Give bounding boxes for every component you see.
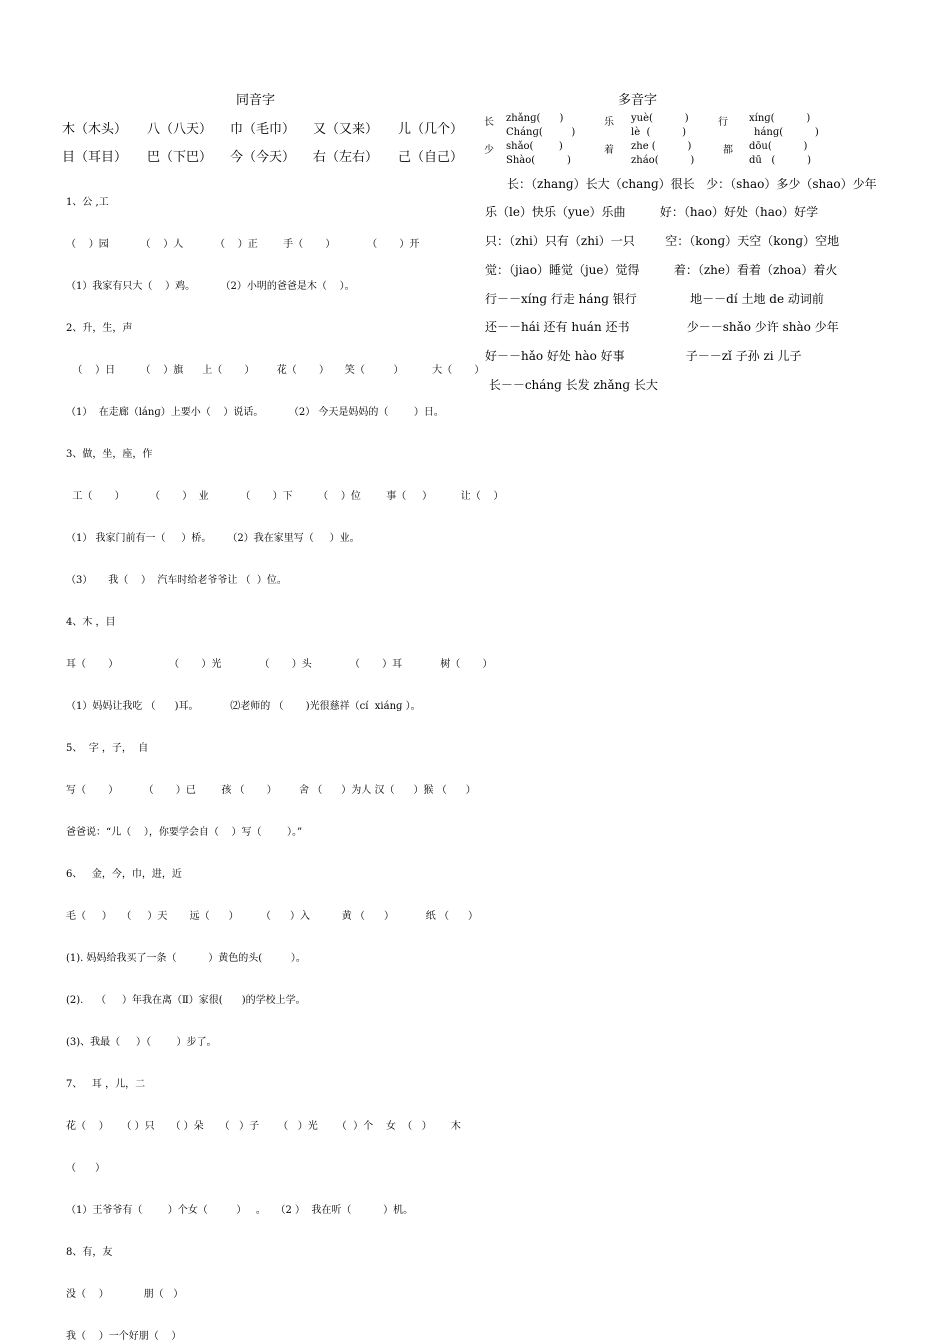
grid-char: 少 — [484, 145, 494, 156]
note-line: 觉：（jiao）睡觉（jue）觉得 着：（zhe）看着（zhoa）着火 — [485, 263, 838, 277]
homophone-item: 目（耳目） — [62, 150, 128, 165]
grid-pinyin: Chánɡ( ) — [506, 127, 576, 138]
exercise-line: （1）王爷爷有（ ）个女（ ） 。 （2 ） 我在听（ ）机。 — [66, 1205, 414, 1216]
homophone-item: 又（又来） — [313, 122, 379, 137]
note-line: 长：（zhanɡ）长大（chanɡ）很长 少：（shao）多少（shao）少年 — [507, 177, 877, 191]
grid-char: 都 — [723, 145, 733, 156]
grid-pinyin: zhe ( ) — [631, 141, 692, 152]
homophone-item: 巴（下巴） — [147, 150, 213, 165]
grid-char: 乐 — [604, 117, 614, 128]
note-line: 长－－chánɡ 长发 zhǎnɡ 长大 — [485, 378, 658, 392]
homophone-item: 右（左右） — [313, 150, 379, 165]
exercise-line: 我（ ）一个好朋（ ） — [66, 1331, 182, 1340]
exercise-line: 7、 耳 ，儿，二 — [66, 1079, 146, 1090]
exercise-line: (3)、我最（ ）（ ）步了。 — [66, 1037, 217, 1048]
exercise-line: 写（ ） （ ）已 孩 （ ） 舍 （ ）为人 汉（ ）猴 （ ） — [66, 785, 476, 796]
left-title: 同音字 — [236, 93, 276, 108]
exercise-line: 花（ ） （ ）只 （ ）朵 （ ）子 （ ）光 （ ）个 女 （ ） 木 — [66, 1121, 461, 1132]
note-line: 乐（le）快乐（yue）乐曲 好：（hao）好处（hao）好学 — [485, 205, 819, 219]
grid-pinyin: xínɡ( ) — [749, 113, 811, 124]
homophone-item: 儿（几个） — [398, 122, 464, 137]
grid-pinyin: dū ( ) — [749, 155, 811, 166]
grid-pinyin: zhǎnɡ( ) — [506, 113, 564, 124]
note-line: 行－－xínɡ 行走 hánɡ 银行 地－－dí 土地 de 动词前 — [485, 292, 824, 306]
homophone-item: 八（八天） — [147, 122, 213, 137]
grid-pinyin: hánɡ( ) — [754, 127, 819, 138]
exercise-line: （3） 我（ ） 汽车时给老爷爷让 （ ）位。 — [66, 575, 287, 586]
exercise-line: 耳（ ） （ ）光 （ ）头 （ ）耳 树（ ） — [66, 659, 493, 670]
homophone-item: 木（木头） — [62, 122, 128, 137]
exercise-line: 毛（ ） （ ）天 远（ ） （ ）入 黄 （ ） 纸 （ ） — [66, 911, 479, 922]
exercise-line: 1、公 ,工 — [66, 197, 109, 208]
grid-char: 长 — [484, 117, 494, 128]
exercise-line: 爸爸说：“儿（ ），你要学会自（ ）写（ ）。” — [66, 827, 303, 838]
grid-char: 着 — [604, 145, 614, 156]
homophone-item: 己（自己） — [398, 150, 464, 165]
grid-pinyin: lè ( ) — [631, 127, 687, 138]
right-title: 多音字 — [618, 93, 658, 108]
grid-char: 行 — [718, 117, 728, 128]
note-line: 只：（zhi）只有（zhi）一只 空：（konɡ）天空（konɡ）空地 — [485, 234, 840, 248]
exercise-line: （1）妈妈让我吃 （ )耳。 ⑵老师的 （ )光很慈祥（cí xiánɡ ）。 — [66, 701, 421, 712]
homophone-item: 巾（毛巾） — [230, 122, 296, 137]
exercise-line: (2). （ ）年我在离（Ⅱ）家很( )的学校上学。 — [66, 995, 306, 1006]
grid-pinyin: shǎo( ) — [506, 141, 563, 152]
exercise-line: （1） 我家门前有一（ ）桥。 （2）我在家里写（ ）业。 — [66, 533, 360, 544]
exercise-line: 4、木 ，目 — [66, 617, 116, 628]
exercise-line: （1） 在走廊（lánɡ）上要小（ ）说话。 （2） 今天是妈妈的（ ）日。 — [66, 407, 444, 418]
note-line: 好－－hǎo 好处 hào 好事 子－－zǐ 子孙 zi 儿子 — [485, 349, 802, 363]
exercise-line: 没（ ） 朋（ ） — [66, 1289, 184, 1300]
exercise-line: (1). 妈妈给我买了一条（ ）黄色的头( ）。 — [66, 953, 306, 964]
exercise-line: 6、 金，今，巾，进，近 — [66, 869, 182, 880]
grid-pinyin: yuè( ) — [631, 113, 689, 124]
exercise-line: 8、有，友 — [66, 1247, 113, 1258]
exercise-list — [66, 168, 504, 1340]
exercise-line: 5、 字 ，子， 自 — [66, 743, 149, 754]
note-line: 还－－hái 还有 huán 还书 少－－shǎo 少许 shào 少年 — [485, 320, 839, 334]
homophone-item: 今（今天） — [230, 150, 296, 165]
grid-pinyin: Shào( ) — [506, 155, 571, 166]
exercise-line: （ ）日 （ ）旗 上（ ） 花（ ） 笑（ ） 大（ ） — [66, 365, 485, 376]
exercise-line: 2、升，生，声 — [66, 323, 133, 334]
exercise-line: （ ）园 （ ）人 （ ）正 手（ ） （ ）开 — [66, 239, 420, 250]
exercise-line: （ ） — [66, 1163, 106, 1174]
exercise-line: （1）我家有只大（ ）鸡。 （2）小明的爸爸是木（ ）。 — [66, 281, 355, 292]
exercise-line: 工（ ） （ ） 业 （ ）下 （ ）位 事（ ） 让（ ） — [66, 491, 504, 502]
exercise-line: 3、做，坐，座，作 — [66, 449, 153, 460]
grid-pinyin: zháo( ) — [631, 155, 695, 166]
grid-pinyin: dōu( ) — [749, 141, 808, 152]
